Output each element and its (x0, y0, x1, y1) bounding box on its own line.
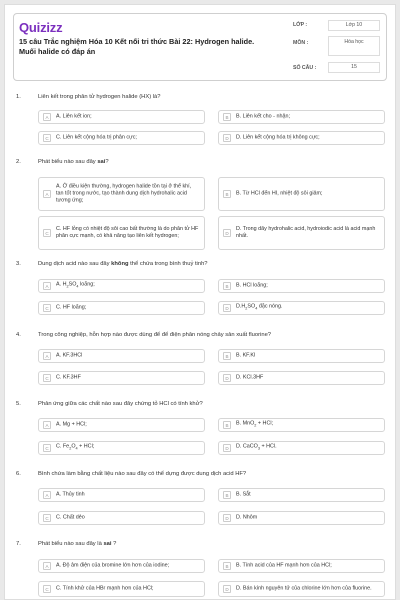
option-letter-badge: B (223, 113, 231, 121)
option-text: B. Liên kết cho - nhận; (236, 113, 290, 120)
option-text: B. HCl loãng; (236, 282, 268, 289)
option-b[interactable] (218, 349, 385, 363)
question-text: Liên kết trong phân tử hydrogen halide (HX) là? (38, 94, 161, 100)
option-b[interactable] (218, 110, 385, 124)
option-c[interactable] (38, 371, 205, 385)
question-number: 4. (16, 332, 21, 338)
option-text: C. Liên kết cộng hóa trị phân cực; (56, 134, 137, 141)
question-text: Phản ứng giữa các chất nào sau đây chứng tỏ HCl có tính khử? (38, 401, 203, 407)
option-text: A. KF.3HCl (56, 352, 83, 359)
option-letter-badge: D (223, 585, 231, 593)
option-text: A. Độ âm điện của bromine lớn hơn của iodine; (56, 562, 170, 569)
option-d[interactable] (218, 216, 385, 250)
option-text: A. Thủy tinh (56, 491, 85, 498)
option-text: C. $Fe_2O_4$ + HCl; (56, 443, 95, 451)
option-c[interactable] (38, 581, 205, 597)
option-letter-badge: A (43, 421, 51, 429)
option-text: D. Bán kính nguyên tử của chlorine lớn hơn của fluorine. (236, 585, 372, 592)
option-d[interactable] (218, 441, 385, 455)
option-b[interactable] (218, 418, 385, 432)
option-text: C. HF lỏng có nhiệt độ sôi cao bất thường là do phân tử HF phân cực mạnh, có khả năng tạo liên kết hydrogen; (56, 226, 199, 239)
option-letter-badge: D (223, 229, 231, 237)
option-letter-badge: C (43, 585, 51, 593)
question-number: 2. (16, 159, 21, 165)
option-text: A. Ở điều kiện thường, hydrogen halide tồn tại ở thể khí, tan tốt trong nước, tạo thành dung dịch hydrohalic acid tương ứng; (56, 183, 192, 204)
option-letter-badge: C (43, 374, 51, 382)
option-text: A. Liên kết ion; (56, 113, 92, 120)
option-text: B. Tính acid của HF mạnh hơn của HCl; (236, 562, 332, 569)
worksheet-title: 15 câu Trắc nghiệm Hóa 10 Kết nối tri thức Bài 22: Hydrogen halide. Muối halide có đáp án (19, 37, 255, 56)
option-b[interactable] (218, 559, 385, 573)
count-label: SỐ CÂU : (293, 65, 317, 71)
option-letter-badge: D (223, 374, 231, 382)
option-letter-badge: A (43, 491, 51, 499)
question-text: Phát biểu nào sau đây sai? (38, 159, 109, 165)
option-letter-badge: A (43, 562, 51, 570)
option-text: B. KF.KI (236, 352, 256, 359)
option-d[interactable] (218, 301, 385, 315)
option-a[interactable] (38, 110, 205, 124)
option-letter-badge: B (223, 352, 231, 360)
option-a[interactable] (38, 488, 205, 502)
question-number: 7. (16, 541, 21, 547)
worksheet-header (13, 13, 387, 81)
question-number: 3. (16, 261, 21, 267)
option-a[interactable] (38, 349, 205, 363)
worksheet-page (4, 4, 396, 600)
option-letter-badge: D (223, 444, 231, 452)
option-text: C. Tính khử của HBr mạnh hơn của HCl; (56, 585, 154, 592)
question-number: 6. (16, 471, 21, 477)
option-text: D. KCl.3HF (236, 374, 264, 381)
option-a[interactable] (38, 279, 205, 293)
option-text: D. Liên kết cộng hóa trị không cực; (236, 134, 320, 141)
subject-value: Hóa học (328, 36, 380, 56)
subject-label: MÔN : (293, 40, 309, 46)
option-b[interactable] (218, 279, 385, 293)
option-a[interactable] (38, 177, 205, 211)
option-c[interactable] (38, 131, 205, 145)
option-text: B. Sắt (236, 491, 251, 498)
option-letter-badge: A (43, 282, 51, 290)
option-d[interactable] (218, 581, 385, 597)
option-d[interactable] (218, 131, 385, 145)
question-number: 1. (16, 94, 21, 100)
option-b[interactable] (218, 177, 385, 211)
option-c[interactable] (38, 301, 205, 315)
option-letter-badge: D (223, 514, 231, 522)
option-b[interactable] (218, 488, 385, 502)
question-text: Phát biểu nào sau đây là sai ? (38, 541, 117, 547)
option-d[interactable] (218, 371, 385, 385)
option-c[interactable] (38, 511, 205, 525)
option-c[interactable] (38, 216, 205, 250)
option-letter-badge: C (43, 304, 51, 312)
option-letter-badge: D (223, 304, 231, 312)
quizizz-logo: Quizizz (19, 20, 63, 35)
option-text: D. CaCO$_3$ + HCl. (236, 443, 277, 451)
question-number: 5. (16, 401, 21, 407)
option-a[interactable] (38, 559, 205, 573)
question-text: Trong công nghiệp, hỗn hợp nào được dùng để để điện phân nóng chảy sản xuất fluorine? (38, 332, 272, 338)
option-text: C. HF loãng; (56, 304, 87, 311)
option-letter-badge: A (43, 113, 51, 121)
option-letter-badge: B (223, 491, 231, 499)
option-letter-badge: C (43, 444, 51, 452)
class-label: LỚP : (293, 22, 308, 28)
option-text: A. Mg + HCl; (56, 421, 87, 428)
option-letter-badge: C (43, 514, 51, 522)
option-letter-badge: D (223, 134, 231, 142)
option-c[interactable] (38, 441, 205, 455)
option-letter-badge: B (223, 190, 231, 198)
option-text: $D.H_2SO_4$ đặc nóng. (236, 303, 283, 311)
question-text: Bình chứa làm bằng chất liệu nào sau đây có thể dựng được dung dịch acid HF? (38, 471, 247, 477)
option-letter-badge: A (43, 352, 51, 360)
option-letter-badge: A (43, 190, 51, 198)
option-letter-badge: B (223, 562, 231, 570)
option-text: A. $H_2SO_4$ loãng; (56, 281, 95, 289)
option-letter-badge: B (223, 282, 231, 290)
option-a[interactable] (38, 418, 205, 432)
option-text: B. Từ HCl đến HI, nhiệt độ sôi giảm; (236, 190, 323, 197)
option-text: C. KF.3HF (56, 374, 81, 381)
option-letter-badge: B (223, 421, 231, 429)
option-text: C. Chất dẻo (56, 514, 85, 521)
option-text: B. MnO$_2$ + HCl; (236, 420, 274, 428)
option-text: D. Nhôm (236, 514, 258, 521)
count-value: 15 (328, 62, 380, 73)
option-text: D. Trong dãy hydrohalic acid, hydroiodic acid là acid mạnh nhất. (236, 226, 376, 239)
option-d[interactable] (218, 511, 385, 525)
class-value: Lớp 10 (328, 20, 380, 31)
question-text: Dung dịch acid nào sau đây không thể chứa trong bình thuỷ tinh? (38, 261, 208, 267)
option-letter-badge: C (43, 134, 51, 142)
option-letter-badge: C (43, 229, 51, 237)
